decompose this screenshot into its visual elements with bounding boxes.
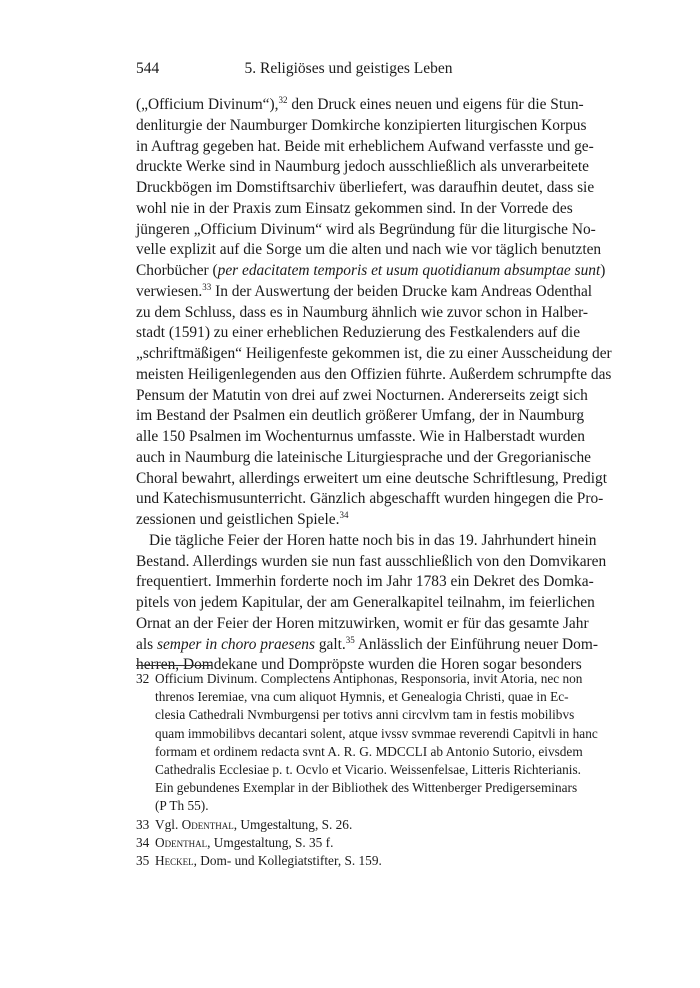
text-line: zu dem Schluss, dass es in Naumburg ähnlich wie zuvor schon in Halber- [136, 303, 589, 321]
footnote-line: threnos Ieremiae, vna cum aliquot Hymnis, et Genealogia Christi, quae in Ec- [155, 689, 569, 705]
text-line: wohl nie in der Praxis zum Einsatz gekommen sind. In der Vorrede des [136, 199, 573, 217]
footnote-34: 34 Odenthal, Umgestaltung, S. 35 f. [136, 834, 561, 852]
text-line: Choral bewahrt, allerdings erweitert um eine deutsche Schriftlesung, Predigt [136, 469, 607, 487]
text-line: und Katechismusunterricht. Gänzlich abgeschafft wurden hingegen die Pro- [136, 490, 604, 508]
running-title: 5. Religiöses und geistiges Leben [244, 60, 453, 77]
text-line: alle 150 Psalmen im Wochenturnus umfasste. Wie in Halberstadt wurden [136, 428, 585, 445]
text-line: velle explizit auf die Sorge um die alten und nach wie vor täglich benutzten [136, 241, 602, 259]
footnote-33: 33 Vgl. Odenthal, Umgestaltung, S. 26. [136, 816, 561, 834]
latin-quote: per edacitatem temporis et usum quotidianum absumptae sunt [217, 262, 601, 279]
text-line: als semper in choro praesens galt.$^{35}$ Anlässlich der Einführung neuer Dom- [136, 634, 598, 653]
text-line: stadt (1591) zu einer erheblichen Reduzierung des Festkalenders auf die [136, 324, 581, 342]
footnote-separator [136, 665, 212, 666]
text-line: auch in Naumburg die lateinische Liturgiesprache und der Gregorianische [136, 448, 592, 466]
text-line: Ornat an der Feier der Horen mitzuwirken, womit er für das gesamte Jahr [136, 614, 589, 632]
author-name: Odenthal [155, 834, 208, 850]
text-line: frequentiert. Immerhin forderte noch im Jahr 1783 ein Dekret des Domka- [136, 573, 594, 591]
author-name: Heckel [155, 852, 194, 868]
text-line: „schriftmäßigen“ Heiligenfeste gekommen ist, die zu einer Ausscheidung der [136, 345, 612, 362]
text-line: denliturgie der Naumburger Domkirche konzipierten liturgischen Korpus [136, 116, 587, 134]
footnote-line: quam immobilibvs decantari solent, atque ivssv svmmae reverendi Capitvli in hanc [155, 725, 598, 741]
text-line: druckte Werke sind in Naumburg jedoch ausschließlich als unverarbeitete [136, 158, 589, 176]
footnote-number: 34 [136, 834, 150, 850]
footnote-number: 33 [136, 816, 150, 832]
text-line: meisten Heiligenlegenden aus den Offizien führte. Außerdem schrumpfte das [136, 365, 612, 383]
text-line: Chorbücher (per edacitatem temporis et usum quotidianum absumptae sunt) [136, 262, 606, 279]
text-line: verwiesen.$^{33}$ In der Auswertung der beiden Drucke kam Andreas Odenthal [136, 281, 593, 300]
footnote-number: 35 [136, 852, 150, 868]
footnote-line: (P Th 55). [155, 798, 209, 814]
footnote-ref-32[interactable]: 32 [278, 95, 288, 105]
main-text [136, 95, 612, 676]
text-line: Pensum der Matutin von drei auf zwei Nocturnen. Andererseits zeigt sich [136, 386, 588, 404]
footnote-line: Cathedralis Ecclesiae p. t. Ocvlo et Vicario. Weissenfelsae, Litteris Richterianis. [155, 761, 581, 777]
footnote-35: 35 Heckel, Dom- und Kollegiatstifter, S. 159. [136, 852, 561, 870]
text-line: im Bestand der Psalmen ein deutlich größerer Umfang, der in Naumburg [136, 407, 585, 425]
footnotes [136, 670, 598, 870]
footnote-line: formam et ordinem redacta svnt A. R. G. MDCCLI ab Antonio Sutorio, eivsdem [155, 743, 583, 759]
footnote-ref-34[interactable]: 34 [339, 510, 349, 520]
author-name: Odenthal [181, 816, 234, 832]
page-number: 544 [136, 60, 160, 77]
text-line: zessionen und geistlichen Spiele.$^{34}$ [136, 510, 349, 528]
latin-quote: semper in choro praesens [156, 635, 315, 653]
text-line: Bestand. Allerdings wurden sie nun fast ausschließlich von den Domvikaren [136, 552, 607, 570]
footnote-32 [136, 670, 598, 816]
footnote-line: clesia Cathedrali Nvmburgensi per totivs anni circvlvm tam in festis mobilibvs [155, 707, 575, 723]
footnote-line: Officium Divinum. Complectens Antiphonas, Responsoria, invit Atoria, nec non [155, 671, 583, 686]
text-line: („Officium Divinum“),$^{32}$ den Druck eines neuen und eigens für die Stun- [136, 95, 584, 113]
text-line: pitels von jedem Kapitular, der am Generalkapitel teilnahm, im feierlichen [136, 594, 595, 611]
footnote-line: Ein gebundenes Exemplar in der Bibliothek des Wittenberger Predigerseminars [155, 780, 578, 796]
footnote-number: 32 [136, 671, 150, 686]
footnote-ref-35[interactable]: 35 [345, 634, 355, 645]
text-line: in Auftrag gegeben hat. Beide mit erheblichem Aufwand verfasste und ge- [136, 137, 594, 155]
running-header [136, 60, 561, 82]
footnote-ref-33[interactable]: 33 [202, 281, 212, 292]
text-line: Die tägliche Feier der Horen hatte noch bis in das 19. Jahrhundert hinein [149, 531, 597, 549]
text-line: jüngeren „Officium Divinum“ wird als Begründung für die liturgische No- [136, 220, 596, 238]
text-line: Druckbögen im Domstiftsarchiv überliefert, was daraufhin deutet, dass sie [136, 179, 595, 196]
text-line: herren, Domdekane und Dompröpste wurden die Horen sogar besonders [136, 656, 582, 674]
